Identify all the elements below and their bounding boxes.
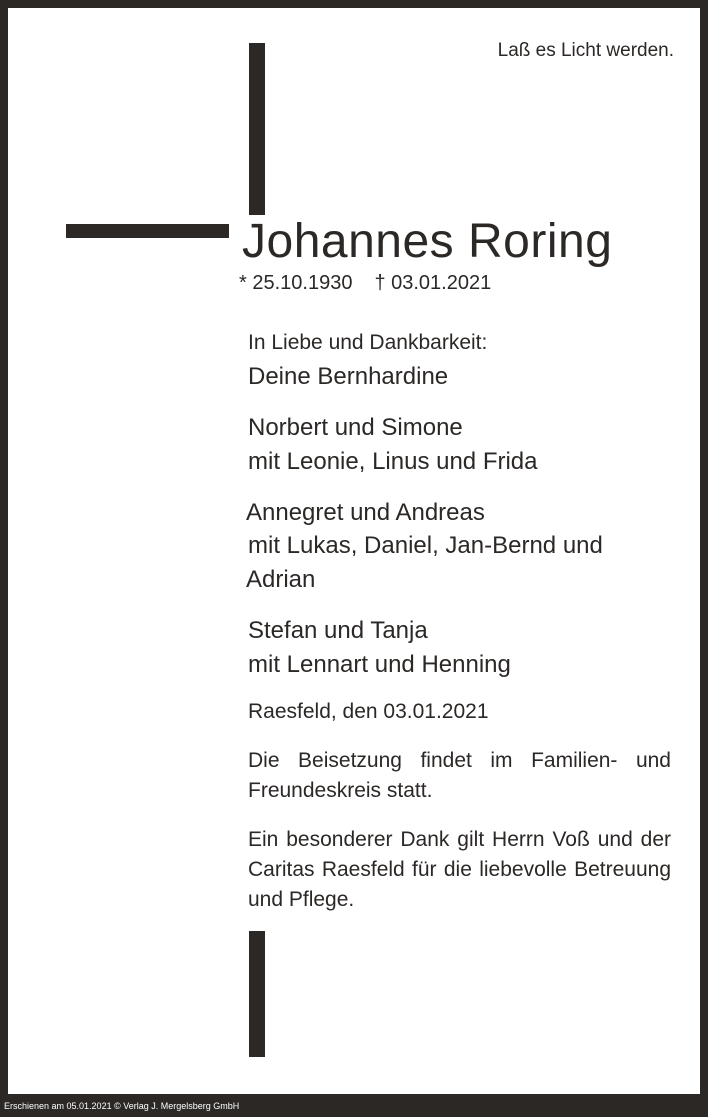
mourner-spouse: Deine Bernhardine (248, 363, 449, 390)
place-date: Raesfeld, den 03.01.2021 (248, 700, 489, 723)
death-date: † 03.01.2021 (374, 272, 492, 294)
motto: Laß es Licht werden. (497, 40, 674, 61)
life-dates (239, 272, 491, 295)
mourner-family-1-line-2: mit Leonie, Linus und Frida (248, 448, 538, 475)
cross-upper-beam (249, 43, 265, 215)
mourner-family-2-line-1: Annegret und Andreas (246, 499, 485, 526)
thanks-note: Ein besonderer Dank gilt Herrn Voß und der Caritas Raesfeld für die liebevolle Betreuung und Pflege. (248, 828, 671, 911)
mourner-family-2-line-3: Adrian (246, 566, 316, 593)
deceased-name: Johannes Roring (242, 215, 613, 268)
mourner-family-2-line-2: mit Lukas, Daniel, Jan-Bernd und (248, 532, 603, 559)
publication-footer: Erschienen am 05.01.2021 © Verlag J. Mergelsberg GmbH (4, 1101, 240, 1111)
mourner-family-3-line-1: Stefan und Tanja (248, 617, 428, 644)
mourner-family-1-line-1: Norbert und Simone (248, 414, 463, 441)
mourner-family-3-line-2: mit Lennart und Henning (248, 651, 511, 678)
cross-lower-beam (249, 931, 265, 1057)
burial-note: Die Beisetzung findet im Familien- und Freundeskreis statt. (248, 749, 671, 802)
birth-date: * 25.10.1930 (239, 272, 353, 294)
cross-arm (66, 224, 229, 238)
obituary-card (8, 8, 700, 1094)
intro-text: In Liebe und Dankbarkeit: (248, 331, 488, 354)
